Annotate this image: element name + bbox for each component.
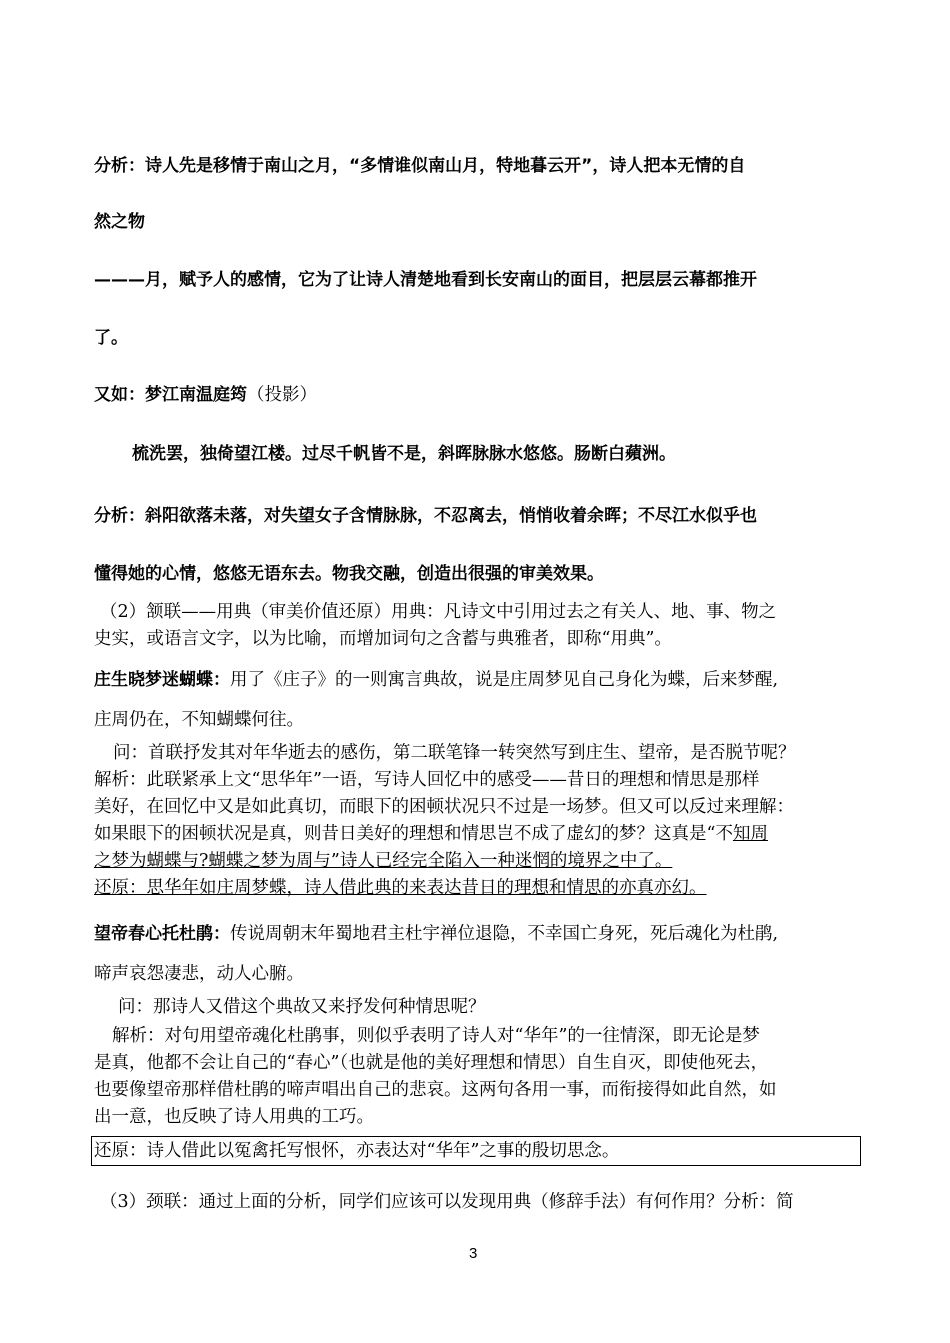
page-number: 3 [469,1245,478,1262]
analysis2-line2: 懂得她的心情，悠悠无语东去。物我交融，创造出很强的审美效果。 [94,564,604,584]
zhuang-line2: 庄周仍在，不知蝴蝶何往。 [94,710,304,730]
analysis1-line3: ———月，赋予人的感情，它为了让诗人清楚地看到长安南山的面目，把层层云幕都推开 [94,270,757,290]
zhuang-title: 庄生晓梦迷蝴蝶： [94,670,230,690]
analysis1-line4: 了。 [94,328,128,348]
poem-line: 梳洗罢，独倚望江楼。过尽千帆皆不是，斜晖脉脉水悠悠。肠断白蘋洲。 [132,444,676,464]
zhuang-answer3-underlined: 知周 [732,824,768,844]
section2-line2: 史实，或语言文字，以为比喻，而增加词句之含蓄与典雅者，即称“用典”。 [94,629,672,649]
section2-line1: （2）颔联——用典（审美价值还原）用典：凡诗文中引用过去之有关人、地、事、物之 [100,602,777,622]
zhuang-restore: 还原：思华年如庄周梦蝶，诗人借此典的来表达昔日的理想和情思的亦真亦幻。 [94,878,707,898]
wangdi-line1 [94,922,778,946]
analysis1-line2: 然之物 [94,212,145,232]
wangdi-question: 问：那诗人又借这个典故又来抒发何种情思呢？ [118,997,486,1017]
analysis1-line1: 分析：诗人先是移情于南山之月，“多情谁似南山月，特地暮云开”，诗人把本无情的自 [94,156,746,176]
zhuang-text: 用了《庄子》的一则寓言典故，说是庄周梦见自己身化为蝶，后来梦醒, [230,670,779,690]
wangdi-restore: 还原：诗人借此以冤禽托写恨怀，亦表达对“华年”之事的殷切思念。 [94,1141,620,1161]
analysis2-line1: 分析：斜阳欲落未落，对失望女子含情脉脉，不忍离去，悄悄收着余晖；不尽江水似乎也 [94,506,757,526]
zhuang-answer3-row [94,822,768,846]
example-title: 又如：梦江南温庭筠 [94,385,247,405]
wangdi-answer1: 解析：对句用望帝魂化杜鹃事，则似乎表明了诗人对“华年”的一往情深，即无论是梦 [112,1026,760,1046]
zhuang-answer2: 美好，在回忆中又是如此真切，而眼下的困顿状况只不过是一场梦。但又可以反过来理解： [94,797,794,817]
zhuang-answer4: 之梦为蝴蝶与?蝴蝶之梦为周与”诗人已经完全陷入一种迷惘的境界之中了。 [94,851,673,871]
wangdi-answer4: 出一意，也反映了诗人用典的工巧。 [94,1107,374,1127]
zhuang-question: 问：首联抒发其对年华逝去的感伤，第二联笔锋一转突然写到庄生、望帝，是否脱节呢？ [113,743,796,763]
wangdi-answer3: 也要像望帝那样借杜鹃的啼声唱出自己的悲哀。这两句各用一事，而衔接得如此自然，如 [94,1080,777,1100]
wangdi-line2: 啼声哀怨凄悲，动人心腑。 [94,964,304,984]
wangdi-answer2: 是真，他都不会让自己的“春心”（也就是他的美好理想和情思）自生自灭，即使他死去， [94,1053,769,1073]
example-heading [94,383,317,407]
example-note: （投影） [247,385,317,405]
zhuang-answer3: 如果眼下的困顿状况是真，则昔日美好的理想和情思岂不成了虚幻的梦？这真是“不 [94,824,733,844]
section3-line: （3）颈联：通过上面的分析，同学们应该可以发现用典（修辞手法）有何作用？分析：简 [100,1192,794,1212]
wangdi-title: 望帝春心托杜鹃： [94,924,230,944]
wangdi-text: 传说周朝末年蜀地君主杜宇禅位退隐，不幸国亡身死，死后魂化为杜鹃, [230,924,779,944]
zhuang-line1 [94,668,778,692]
zhuang-answer1: 解析：此联紧承上文“思华年”一语，写诗人回忆中的感受——昔日的理想和情思是那样 [94,770,760,790]
